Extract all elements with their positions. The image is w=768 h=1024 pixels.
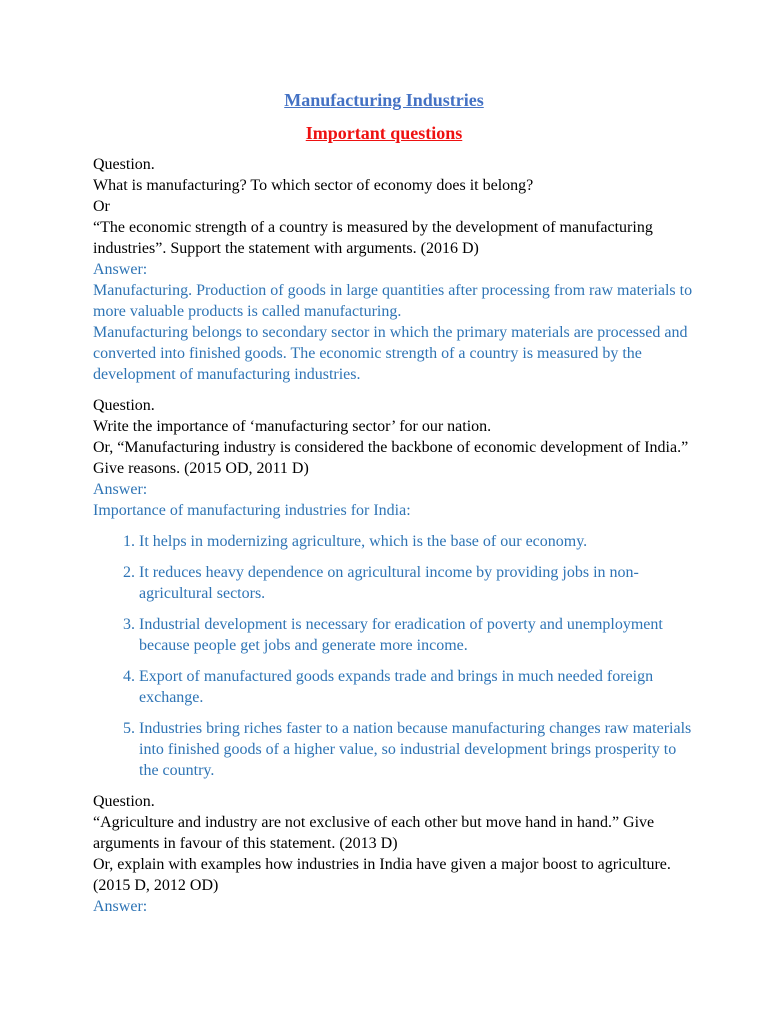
list-item: 2. It reduces heavy dependence on agricultural income by providing jobs in non-agricultural sectors.	[139, 562, 693, 604]
list-item: 4. Export of manufactured goods expands trade and brings in much needed foreign exchange.	[139, 666, 693, 708]
question-text: “The economic strength of a country is measured by the development of manufacturing industries”. Support the statement with arguments. (2016 D)	[93, 219, 653, 257]
answer-text: Importance of manufacturing industries for India:	[93, 502, 411, 519]
answer-text: Manufacturing belongs to secondary sector in which the primary materials are processed and converted into finished goods. The economic strength of a country is measured by the development of manufacturing industries.	[93, 324, 688, 383]
list-item: 5. Industries bring riches faster to a nation because manufacturing changes raw materials into finished goods of a higher value, so industrial development brings prosperity to the country.	[139, 718, 693, 781]
question-text: Or, “Manufacturing industry is considered the backbone of economic development of India.” Give reasons. (2015 OD, 2011 D)	[93, 439, 689, 477]
qa-section-1	[93, 154, 693, 385]
question-label: Question.	[93, 156, 155, 173]
document-body	[93, 154, 693, 927]
question-label: Question.	[93, 793, 155, 810]
question-or: Or	[93, 198, 110, 215]
question-text: Write the importance of ‘manufacturing sector’ for our nation.	[93, 418, 492, 435]
answer-points-list	[93, 531, 693, 781]
question-label: Question.	[93, 397, 155, 414]
answer-label: Answer:	[93, 261, 148, 278]
document-title: Manufacturing Industries	[284, 90, 484, 110]
answer-label: Answer:	[93, 898, 148, 915]
list-item: 3. Industrial development is necessary for eradication of poverty and unemployment because people get jobs and generate more income.	[139, 614, 693, 656]
question-text: What is manufacturing? To which sector of economy does it belong?	[93, 177, 534, 194]
document-subtitle: Important questions	[305, 123, 463, 143]
list-item: 1. It helps in modernizing agriculture, which is the base of our economy.	[139, 531, 693, 552]
qa-section-3	[93, 791, 693, 917]
question-text: “Agriculture and industry are not exclusive of each other but move hand in hand.” Give arguments in favour of this statement. (2013 D)	[93, 814, 655, 852]
qa-section-2	[93, 395, 693, 781]
answer-label: Answer:	[93, 481, 148, 498]
question-text: Or, explain with examples how industries in India have given a major boost to agriculture. (2015 D, 2012 OD)	[93, 856, 671, 894]
answer-text: Manufacturing. Production of goods in large quantities after processing from raw materials to more valuable products is called manufacturing.	[93, 282, 693, 320]
